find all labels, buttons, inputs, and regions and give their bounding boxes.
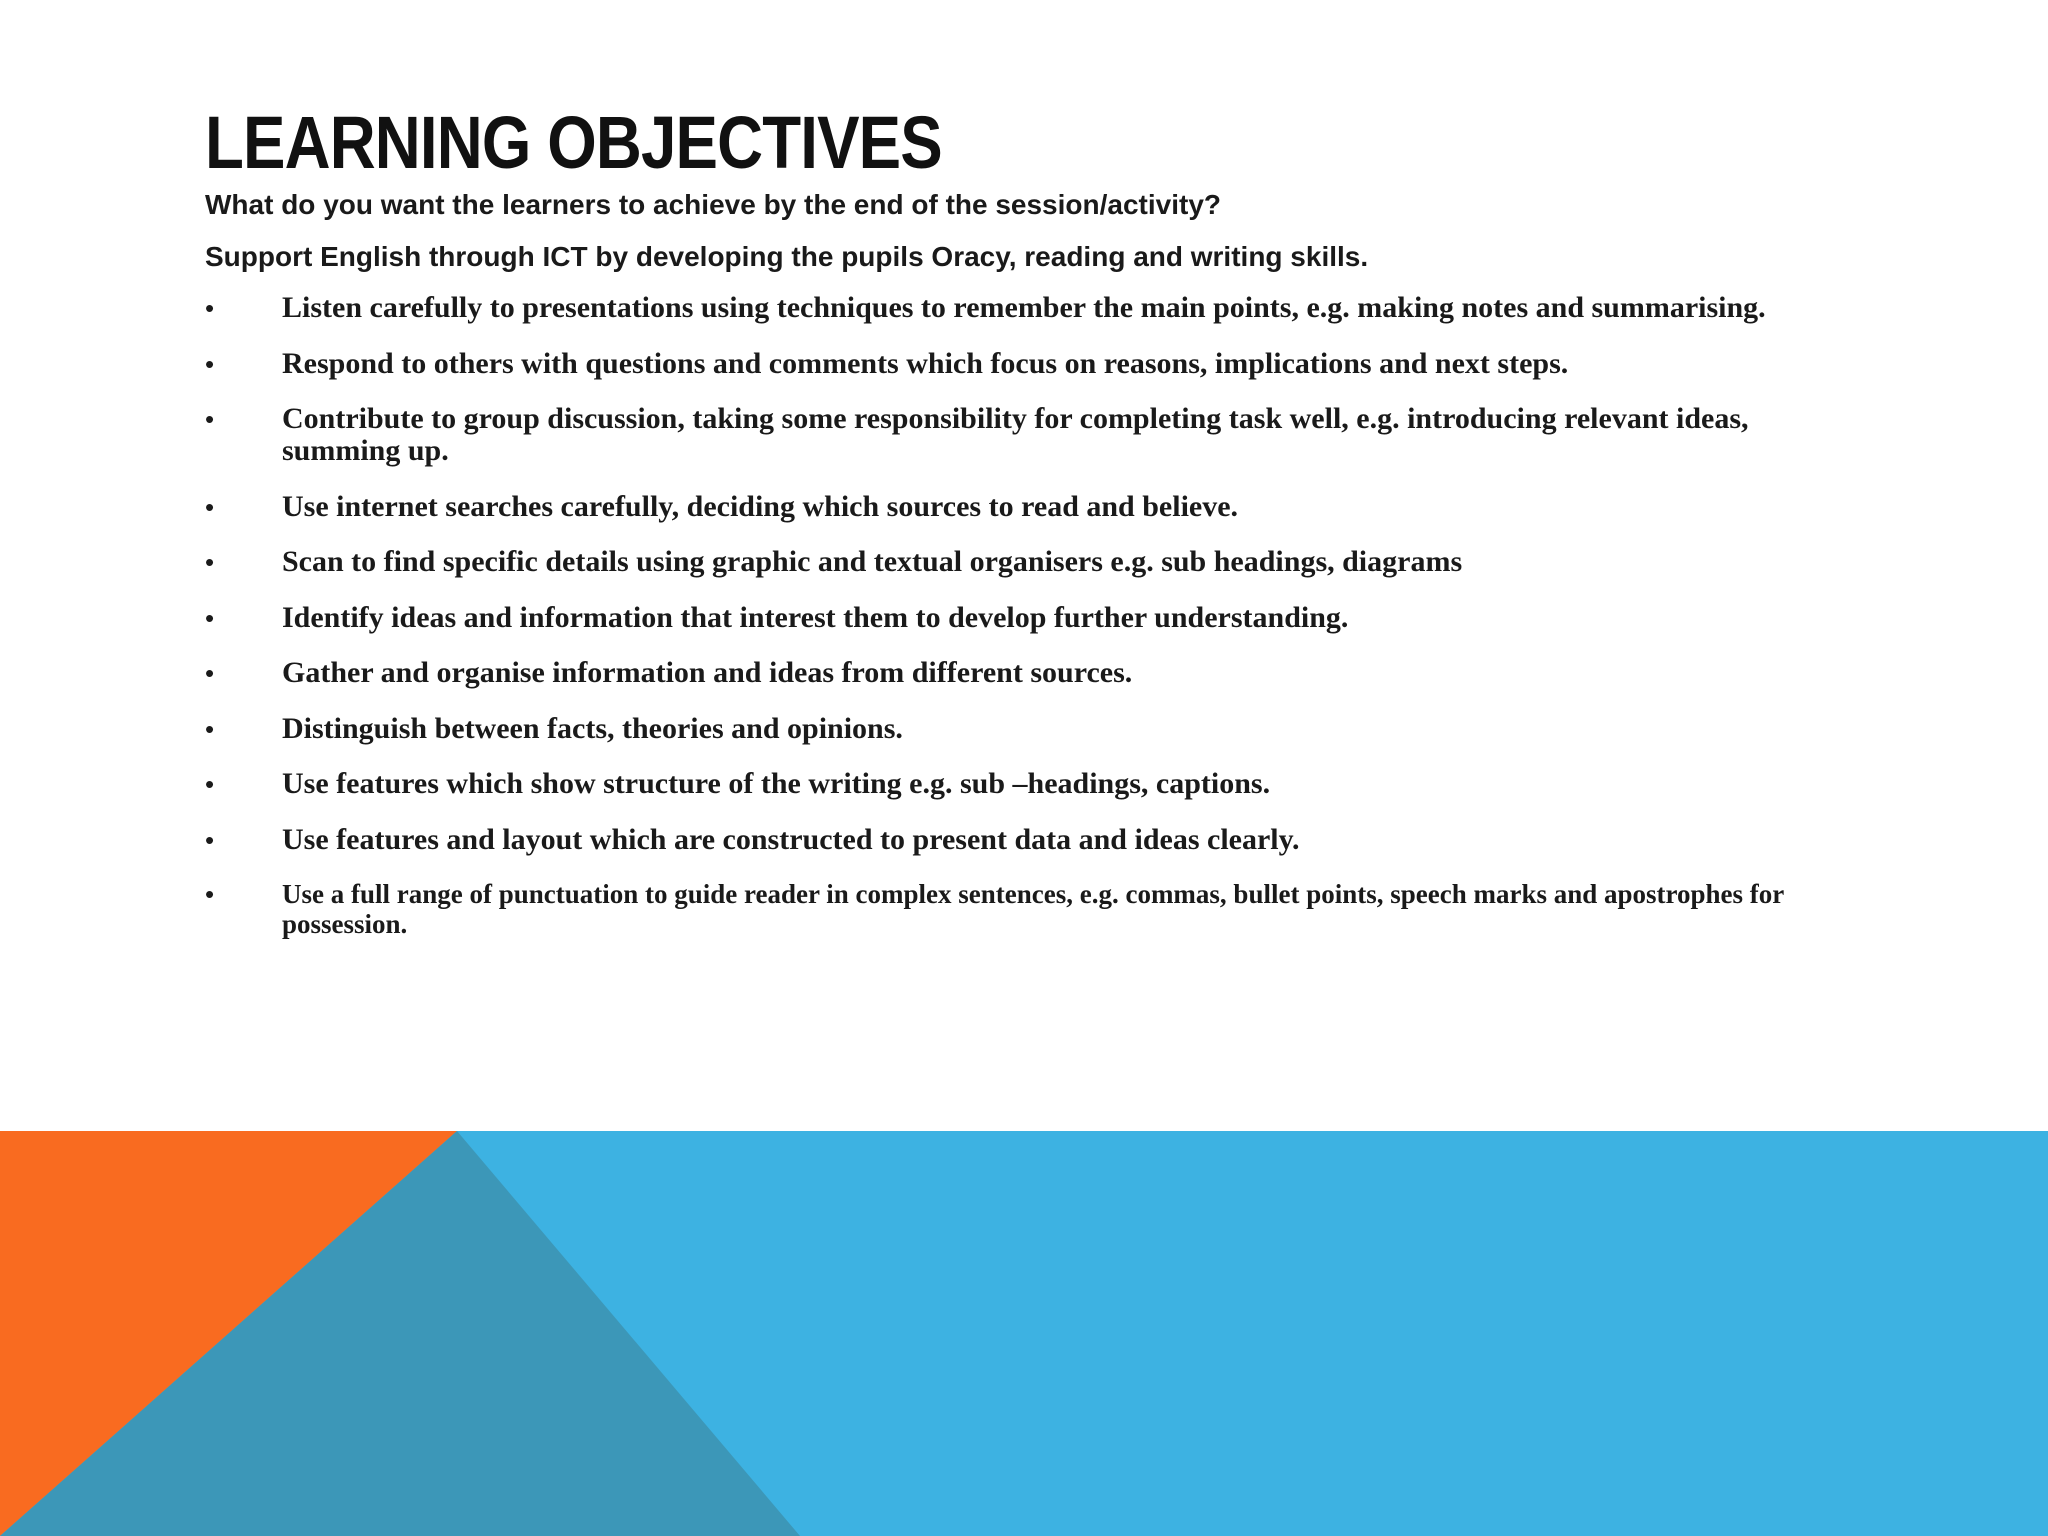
objective-text: Scan to find specific details using graphic and textual organisers e.g. sub headings, diagrams <box>282 545 1463 578</box>
slide-content <box>205 100 1845 963</box>
objective-text: Use features and layout which are constructed to present data and ideas clearly. <box>282 822 1300 856</box>
objective-item <box>205 292 1845 324</box>
slide-title: LEARNING OBJECTIVES <box>205 101 942 184</box>
bullet-icon: • <box>205 658 215 688</box>
bullet-icon: • <box>205 824 215 855</box>
session-question: What do you want the learners to achieve by the end of the session/activity? <box>205 189 1221 220</box>
bullet-icon: • <box>205 879 215 909</box>
objective-item <box>205 546 1845 578</box>
objective-item <box>205 403 1845 467</box>
objective-text: Identify ideas and information that interest them to develop further understanding. <box>282 600 1349 634</box>
objectives-list <box>205 292 1845 939</box>
bullet-icon: • <box>205 602 215 633</box>
objective-text: Gather and organise information and ideas from different sources. <box>282 656 1133 689</box>
footer-decoration <box>0 1131 2048 1536</box>
objective-item <box>205 713 1845 745</box>
objective-item <box>205 602 1845 634</box>
objective-text: Use a full range of punctuation to guide reader in complex sentences, e.g. commas, bullet points, speech marks and apostrophes for possession. <box>282 879 1784 939</box>
bullet-icon: • <box>205 491 215 522</box>
objective-item <box>205 879 1845 939</box>
objective-text: Distinguish between facts, theories and opinions. <box>282 711 903 745</box>
objective-item <box>205 657 1845 689</box>
objective-item <box>205 348 1845 380</box>
bullet-icon: • <box>205 713 215 744</box>
objective-item <box>205 491 1845 523</box>
objective-text: Respond to others with questions and comments which focus on reasons, implications and next steps. <box>282 346 1569 380</box>
bullet-icon: • <box>205 293 215 323</box>
bullet-icon: • <box>205 547 215 577</box>
support-statement: Support English through ICT by developing the pupils Oracy, reading and writing skills. <box>205 241 1369 272</box>
bullet-icon: • <box>205 348 215 379</box>
bullet-icon: • <box>205 769 215 799</box>
objective-text: Listen carefully to presentations using techniques to remember the main points, e.g. making notes and summarising. <box>282 291 1766 324</box>
objective-item <box>205 824 1845 856</box>
bullet-icon: • <box>205 404 215 434</box>
objective-text: Use internet searches carefully, deciding which sources to read and believe. <box>282 489 1239 523</box>
objective-item <box>205 768 1845 800</box>
objective-text: Contribute to group discussion, taking some responsibility for completing task well, e.g. introducing relevant ideas, summing up. <box>282 402 1749 467</box>
objective-text: Use features which show structure of the writing e.g. sub –headings, captions. <box>282 767 1271 800</box>
